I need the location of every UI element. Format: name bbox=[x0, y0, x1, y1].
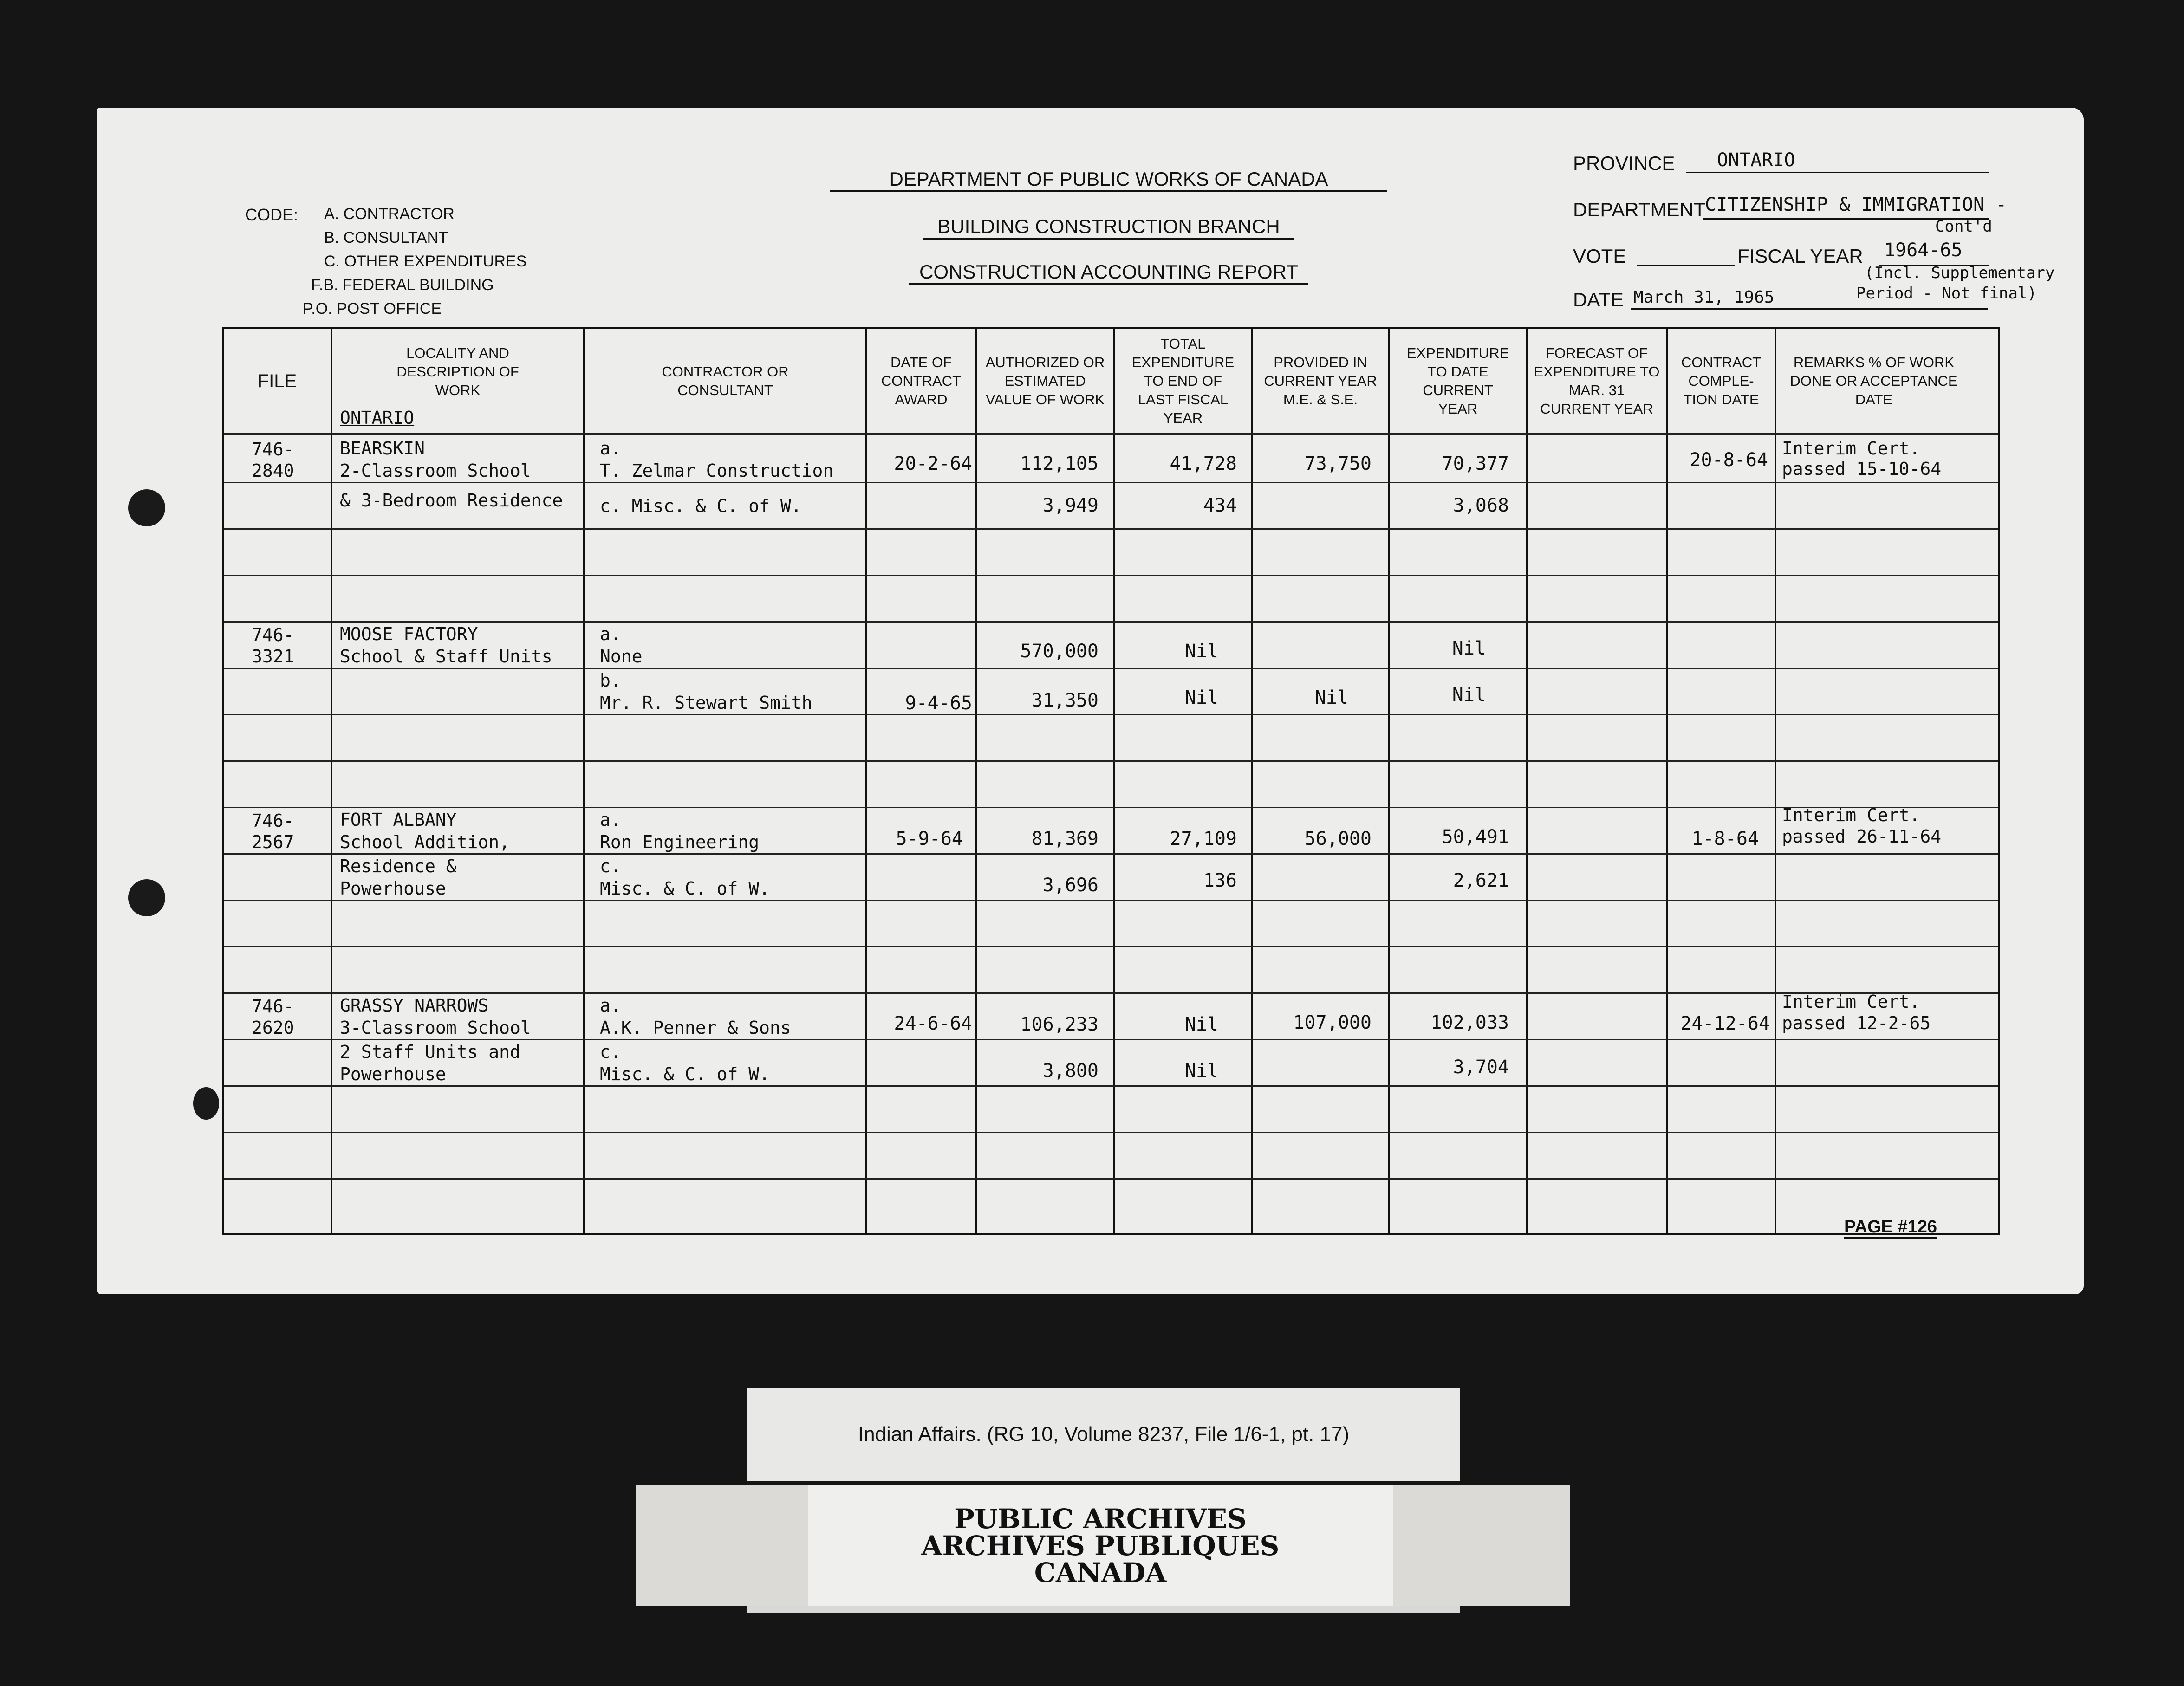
header-remarks: REMARKS % OF WORK DONE OR ACCEPTANCE DATE bbox=[1790, 354, 1958, 408]
authorized-value: 112,105 bbox=[1020, 453, 1098, 474]
contractor-name: Misc. & C. of W. bbox=[600, 1064, 770, 1084]
contractor-name: Misc. & C. of W. bbox=[600, 878, 770, 899]
contractor-name: A.K. Penner & Sons bbox=[600, 1018, 791, 1038]
total-expenditure: 41,728 bbox=[1170, 453, 1237, 474]
total-expenditure: Nil bbox=[1184, 1060, 1218, 1082]
expenditure-to-date: 102,033 bbox=[1430, 1012, 1509, 1033]
authorized-value: 3,800 bbox=[1042, 1060, 1098, 1082]
remarks: Interim Cert. bbox=[1782, 438, 1920, 459]
locality: MOOSE FACTORY bbox=[340, 624, 478, 644]
authorized-value: 81,369 bbox=[1031, 828, 1098, 849]
vote-label: VOTE bbox=[1573, 245, 1626, 267]
header-forecast: FORECAST OF EXPENDITURE TO MAR. 31 CURRENT YEAR bbox=[1534, 344, 1660, 417]
total-expenditure: 434 bbox=[1203, 495, 1237, 516]
contractor-code: a. bbox=[600, 624, 621, 644]
provided-current-year: Nil bbox=[1314, 687, 1348, 708]
header-locality: LOCALITY AND DESCRIPTION OF WORK bbox=[396, 344, 519, 398]
description: & 3-Bedroom Residence bbox=[340, 490, 563, 511]
contractor-name: c. Misc. & C. of W. bbox=[600, 496, 802, 516]
fiscal-year-value: 1964-65 bbox=[1884, 240, 1963, 261]
expenditure-to-date: 3,704 bbox=[1453, 1057, 1509, 1078]
expenditure-to-date: 50,491 bbox=[1442, 826, 1509, 848]
file-number: 746- bbox=[252, 439, 294, 460]
fiscal-note: (Incl. Supplementary bbox=[1865, 264, 2055, 282]
province-value: ONTARIO bbox=[1717, 149, 1795, 171]
total-expenditure: Nil bbox=[1184, 687, 1218, 708]
contractor-code: c. bbox=[600, 856, 621, 876]
remarks: passed 15-10-64 bbox=[1782, 459, 1942, 479]
contract-award-date: 20-2-64 bbox=[894, 453, 972, 474]
description: 2-Classroom School bbox=[340, 460, 531, 481]
remarks: passed 12-2-65 bbox=[1782, 1013, 1931, 1033]
report-title-department: DEPARTMENT OF PUBLIC WORKS OF CANADA bbox=[830, 168, 1387, 192]
description: Residence & bbox=[340, 856, 457, 876]
fiscal-note: Period - Not final) bbox=[1856, 284, 2037, 303]
report-title-branch: BUILDING CONSTRUCTION BRANCH bbox=[923, 215, 1294, 240]
contractor-name: None bbox=[600, 646, 643, 667]
contractor-code: b. bbox=[600, 670, 621, 691]
header-completion: CONTRACT COMPLE-TION DATE bbox=[1681, 354, 1762, 408]
department-label: DEPARTMENT bbox=[1573, 199, 1706, 220]
contractor-name: Mr. R. Stewart Smith bbox=[600, 693, 812, 713]
code-line: F.B. FEDERAL BUILDING bbox=[311, 276, 494, 294]
label-strip bbox=[748, 1606, 1460, 1613]
contractor-code: c. bbox=[600, 1042, 621, 1062]
authorized-value: 3,696 bbox=[1042, 875, 1098, 896]
description: 2 Staff Units and bbox=[340, 1042, 520, 1062]
contractor-name: T. Zelmar Construction bbox=[600, 460, 834, 481]
province-label: PROVINCE bbox=[1573, 152, 1675, 174]
contractor-code: a. bbox=[600, 438, 621, 459]
date-value: March 31, 1965 bbox=[1633, 288, 1774, 307]
total-expenditure: 136 bbox=[1203, 870, 1237, 891]
description: Powerhouse bbox=[340, 878, 446, 899]
header-contractor: CONTRACTOR OR CONSULTANT bbox=[662, 363, 789, 398]
contractor-code: a. bbox=[600, 995, 621, 1016]
provided-current-year: 73,750 bbox=[1304, 453, 1372, 474]
archive-stamp-line: PUBLIC ARCHIVES bbox=[954, 1503, 1247, 1535]
code-line: A. CONTRACTOR bbox=[324, 205, 455, 223]
archive-stamp bbox=[636, 1485, 1570, 1606]
completion-date: 24-12-64 bbox=[1680, 1013, 1770, 1034]
file-number: 746- bbox=[252, 811, 294, 831]
authorized-value: 570,000 bbox=[1020, 641, 1098, 662]
remarks: Interim Cert. bbox=[1782, 992, 1920, 1012]
remarks: Interim Cert. bbox=[1782, 805, 1920, 825]
punch-hole bbox=[128, 489, 165, 526]
file-number: 746- bbox=[252, 996, 294, 1017]
expenditure-to-date: 2,621 bbox=[1453, 870, 1509, 891]
header-provided: PROVIDED IN CURRENT YEAR M.E. & S.E. bbox=[1264, 354, 1377, 408]
report-sheet bbox=[97, 108, 2084, 1294]
header-authorized: AUTHORIZED OR ESTIMATED VALUE OF WORK bbox=[985, 354, 1105, 408]
report-title-report: CONSTRUCTION ACCOUNTING REPORT bbox=[909, 261, 1308, 285]
archive-stamp-line: ARCHIVES PUBLIQUES bbox=[921, 1530, 1280, 1562]
description: 3-Classroom School bbox=[340, 1018, 531, 1038]
header-file: FILE bbox=[257, 370, 297, 391]
total-expenditure: Nil bbox=[1184, 1014, 1218, 1035]
expenditure-to-date: 70,377 bbox=[1442, 453, 1509, 474]
header-total-expenditure: TOTAL EXPENDITURE TO END OF LAST FISCAL YEAR bbox=[1131, 335, 1235, 426]
department-continued: Cont'd bbox=[1935, 217, 1992, 236]
description: School Addition, bbox=[340, 832, 510, 852]
header-expenditure-to-date: EXPENDITURE TO DATE CURRENT YEAR bbox=[1406, 344, 1509, 417]
code-line: C. OTHER EXPENDITURES bbox=[324, 253, 527, 270]
accounting-table bbox=[222, 327, 2000, 1235]
locality: FORT ALBANY bbox=[340, 810, 457, 830]
contract-award-date: 24-6-64 bbox=[894, 1013, 972, 1034]
authorized-value: 3,949 bbox=[1042, 495, 1098, 516]
code-label: CODE: bbox=[245, 205, 299, 224]
completion-date: 20-8-64 bbox=[1690, 449, 1768, 471]
locality: GRASSY NARROWS bbox=[340, 995, 489, 1016]
file-number: 2620 bbox=[252, 1018, 294, 1038]
locality: BEARSKIN bbox=[340, 438, 425, 459]
provided-current-year: 107,000 bbox=[1293, 1012, 1372, 1033]
page-number: PAGE #126 bbox=[1844, 1217, 1937, 1239]
description: Powerhouse bbox=[340, 1064, 446, 1084]
completion-date: 1-8-64 bbox=[1691, 828, 1759, 849]
punch-hole bbox=[193, 1087, 219, 1120]
expenditure-to-date: Nil bbox=[1452, 638, 1486, 659]
authorized-value: 106,233 bbox=[1020, 1014, 1098, 1035]
total-expenditure: Nil bbox=[1184, 641, 1218, 662]
region-label: ONTARIO bbox=[340, 408, 415, 428]
total-expenditure: 27,109 bbox=[1170, 828, 1237, 849]
file-number: 746- bbox=[252, 625, 294, 645]
header-date-award: DATE OF CONTRACT AWARD bbox=[881, 354, 962, 408]
contractor-name: Ron Engineering bbox=[600, 832, 760, 852]
contract-award-date: 5-9-64 bbox=[896, 828, 963, 849]
code-line: B. CONSULTANT bbox=[324, 229, 448, 246]
department-value: CITIZENSHIP & IMMIGRATION - bbox=[1705, 194, 2007, 215]
fiscal-year-label: FISCAL YEAR bbox=[1737, 245, 1863, 267]
punch-hole bbox=[128, 879, 165, 916]
file-number: 2567 bbox=[252, 832, 294, 852]
file-number: 2840 bbox=[252, 460, 294, 481]
code-line: P.O. POST OFFICE bbox=[303, 300, 442, 318]
description: School & Staff Units bbox=[340, 646, 552, 667]
archive-stamp-line: CANADA bbox=[1034, 1557, 1167, 1589]
authorized-value: 31,350 bbox=[1031, 690, 1098, 711]
provided-current-year: 56,000 bbox=[1304, 828, 1372, 849]
archive-citation: Indian Affairs. (RG 10, Volume 8237, File 1/6-1, pt. 17) bbox=[748, 1388, 1460, 1481]
expenditure-to-date: 3,068 bbox=[1453, 495, 1509, 516]
contract-award-date: 9-4-65 bbox=[905, 693, 972, 714]
date-label: DATE bbox=[1573, 289, 1624, 311]
remarks: passed 26-11-64 bbox=[1782, 826, 1942, 847]
contractor-code: a. bbox=[600, 810, 621, 830]
file-number: 3321 bbox=[252, 646, 294, 667]
expenditure-to-date: Nil bbox=[1452, 684, 1486, 706]
